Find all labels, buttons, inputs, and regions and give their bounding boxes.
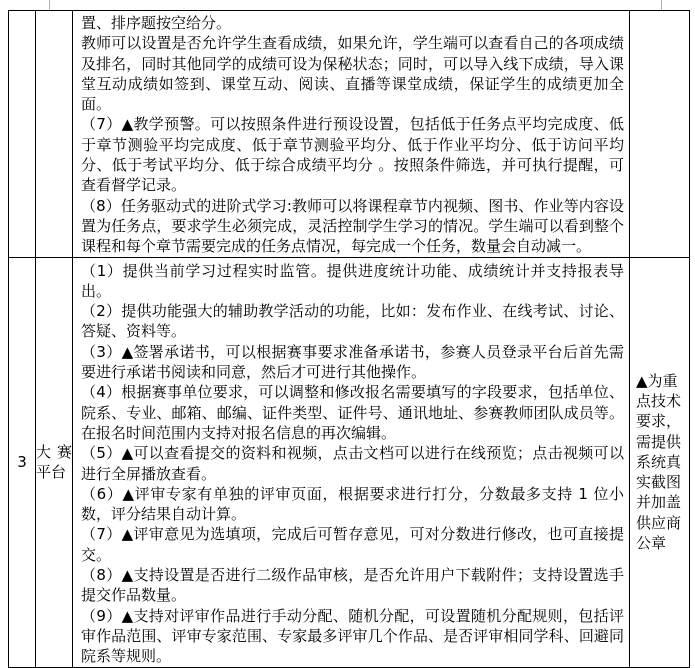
requirement-paragraph: （3）▲签署承诺书，可以根据赛事要求准备承诺书，参赛人员登录平台后首先需要进行承诺书阅读和同意，然后才可进行其他操作。 (81, 342, 624, 382)
requirements-cell (73, 257, 630, 667)
note-text: ▲为重点技术要求，需提供系统真实截图并加盖供应商公章 (636, 371, 682, 553)
requirements-cell (73, 11, 630, 258)
table-row (9, 257, 690, 667)
requirement-paragraph: （7）▲教学预警。可以按照条件进行预设设置，包括低于任务点平均完成度、低于章节测验平均完成度、低于章节测验平均分、低于作业平均分、低于访问平均分、低于考试平均分、低于综合成绩平均分 。按照条件筛选，并可执行提醒，可查看督学记录。 (81, 115, 624, 195)
category-cell (36, 11, 73, 258)
cropped-gridline-stub (661, 0, 662, 10)
requirement-paragraph: （4）根据赛事单位要求，可以调整和修改报名需要填写的字段要求，包括单位、院系、专业、邮箱、邮编、证件类型、证件号、通讯地址、参赛教师团队成员等。在报名时间范围内支持对报名信息的再次编辑。 (81, 383, 624, 442)
requirement-paragraph: （5）▲可以查看提交的资料和视频，点击文档可以进行在线预览；点击视频可以进行全屏播放查看。 (81, 444, 624, 483)
requirement-paragraph: （1）提供当前学习过程实时监管。提供进度统计功能、成绩统计并支持报表导出。 (81, 261, 624, 300)
requirement-paragraph: （8）任务驱动式的进阶式学习:教师可以将课程章节内视频、图书、作业等内容设置为任务点，要求学生必须完成，灵活控制学生学习的情况。学生端可以看到整个课程和每个章节需要完成的任务点情况，每完成一个任务，数量会自动减一。 (81, 196, 624, 256)
note-cell (630, 257, 690, 667)
requirements-table (8, 10, 690, 668)
requirement-paragraph: （8）▲支持设置是否进行二级作品审核，是否允许用户下载附件；支持设置选手提交作品数量。 (81, 566, 624, 605)
category-label: 大赛平台 (36, 442, 72, 482)
requirement-paragraph: （2）提供功能强大的辅助教学活动的功能，比如：发布作业、在线考试、讨论、答疑、资料等。 (81, 302, 624, 341)
table-row (9, 11, 690, 258)
requirement-paragraph: （7）▲评审意见为选填项，完成后可暂存意见，可对分数进行修改，也可直接提交。 (81, 525, 624, 564)
requirement-paragraph: （6）▲评审专家有单独的评审页面，根据要求进行打分，分数最多支持 1 位小数，评分结果自动计算。 (81, 484, 624, 524)
row-number-cell: 3 (9, 257, 36, 667)
requirement-paragraph: 教师可以设置是否允许学生查看成绩，如果允许，学生端可以查看自己的各项成绩及排名，同时其他同学的成绩可设为保秘状态；同时，可以导入线下成绩，导入课堂互动成绩如签到、课堂互动、阅读、直播等课堂成绩，保证学生的成绩更加全面。 (81, 34, 624, 114)
requirement-paragraph: 置、排序题按空给分。 (81, 14, 232, 32)
note-cell (630, 11, 690, 258)
row-number-cell (9, 11, 36, 258)
category-cell (36, 257, 73, 667)
requirement-paragraph: （9）▲支持对评审作品进行手动分配、随机分配，可设置随机分配规则，包括评审作品范围、评审专家范围、专家最多评审几个作品、是否评审相同学科、回避同院系等规则。 (81, 606, 624, 666)
cropped-gridline-stub (49, 0, 50, 10)
